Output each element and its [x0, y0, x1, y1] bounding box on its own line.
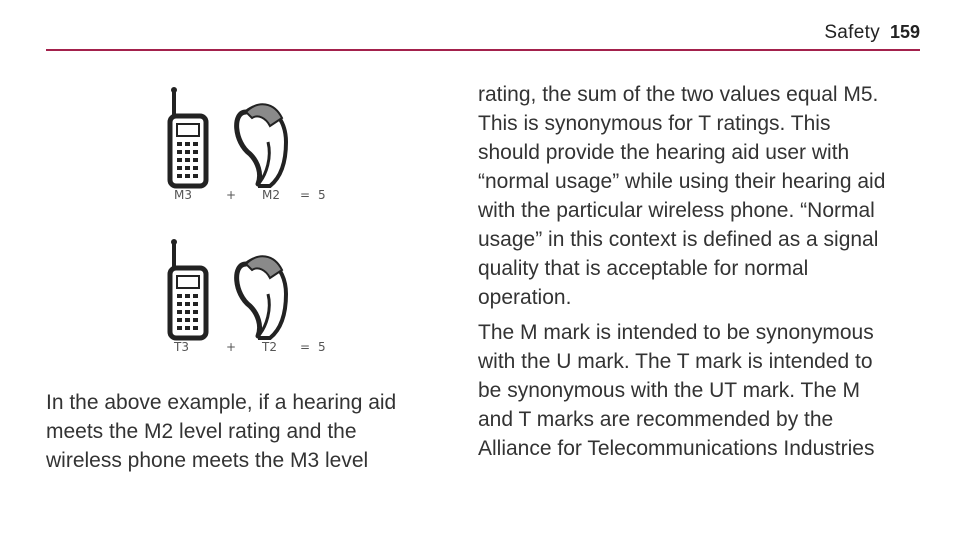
right-paragraph-1: rating, the sum of the two values equal M5. This is synonymous for T ratings. This should provide the hearing aid user with “normal usage” while using their hearing aid with the particular wireless phone. “Normal usage” in this context is defined as a signal quality that is acceptable for normal operation.	[478, 83, 886, 309]
phone-rating-label: M3	[174, 188, 192, 202]
figure-row-m	[162, 82, 340, 234]
left-paragraph: In the above example, if a hearing aid meets the M2 level rating and the wireless phone meets the M3 level	[46, 391, 397, 472]
right-column-text	[478, 80, 888, 463]
right-paragraph-2: The M mark is intended to be synonymous with the U mark. The T mark is intended to be synonymous with the UT mark. The M and T marks are recommended by the Alliance for Telecommunications Industries	[478, 321, 875, 460]
phone-rating-label: T3	[174, 340, 189, 354]
hearing-aid-rating-label: T2	[262, 340, 277, 354]
hearing-aid-rating-figure	[162, 82, 340, 386]
left-column-text	[46, 388, 436, 475]
plus-sign: +	[226, 188, 237, 202]
hearing-aid-rating-label: M2	[262, 188, 280, 202]
equals-sign: =	[300, 188, 311, 202]
equals-sign: =	[300, 340, 311, 354]
section-title: Safety	[824, 22, 880, 43]
plus-sign: +	[226, 340, 237, 354]
sum-value: 5	[318, 188, 326, 202]
sum-value: 5	[318, 340, 326, 354]
header-divider	[46, 49, 920, 51]
page-number: 159	[889, 22, 920, 42]
figure-row-t	[162, 234, 340, 386]
